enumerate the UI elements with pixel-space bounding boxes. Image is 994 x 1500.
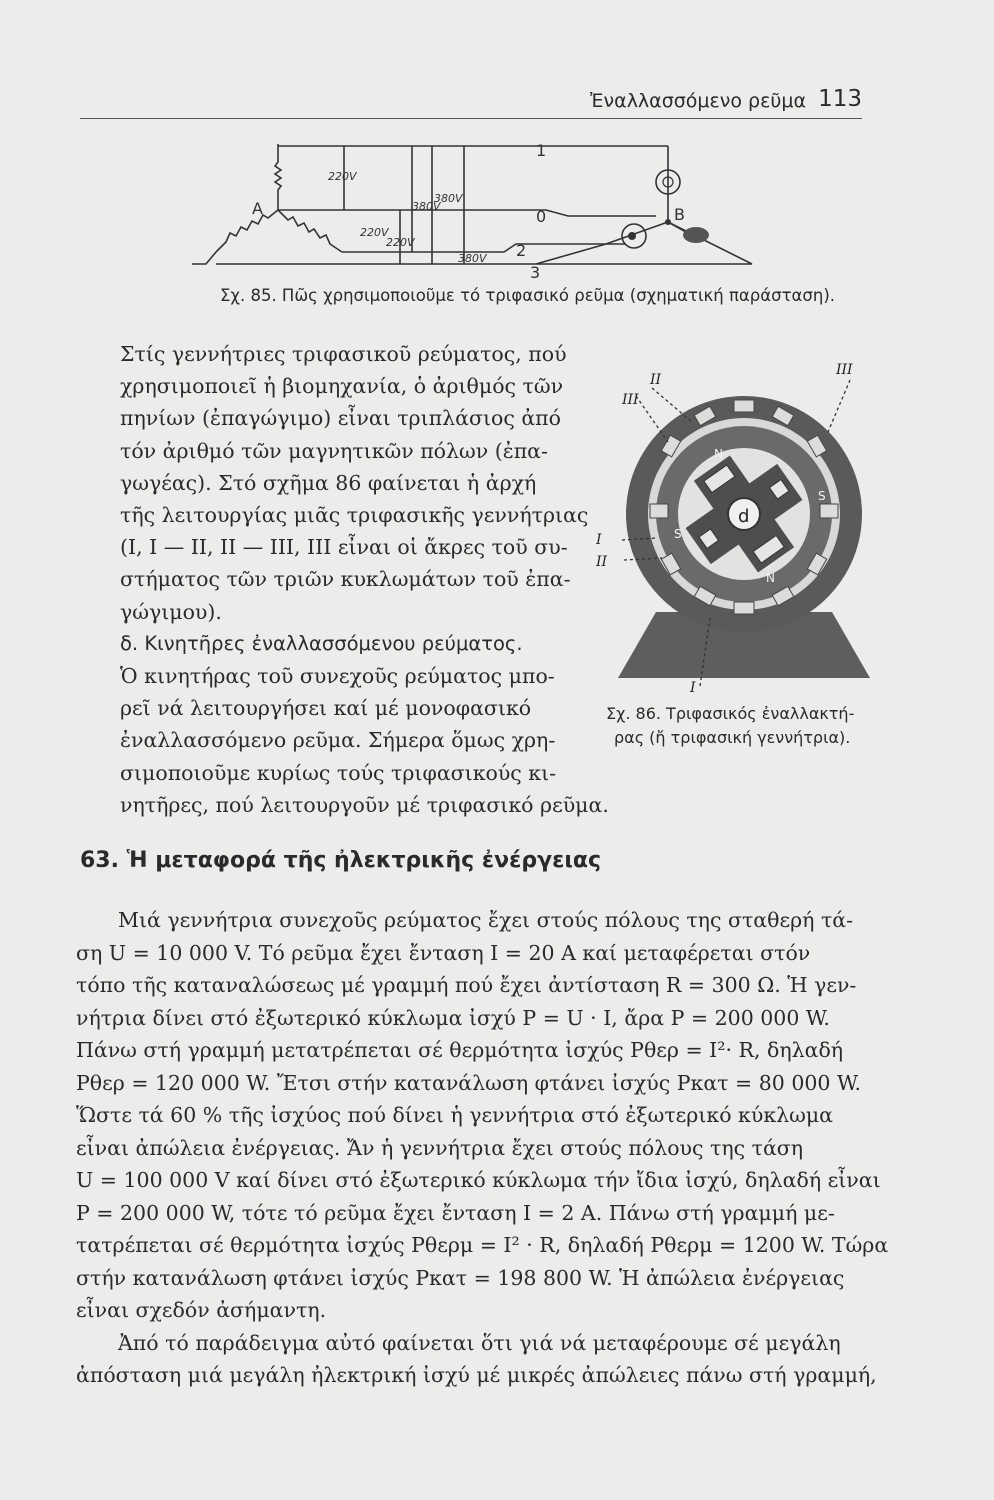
label-i-bottom: I [690, 680, 696, 692]
text-line: (I, I — II, II — III, III εἶναι οἱ ἄκρες τοῦ συ- [120, 535, 568, 560]
figure-86-caption [606, 702, 906, 750]
label-i-left: I [596, 532, 602, 548]
text-line: νήτρια δίνει στό ἐξωτερικό κύκλωμα ἰσχύ P = U · I, ἄρα P = 200 000 W. [76, 1005, 830, 1030]
line-1-label: 1 [536, 141, 547, 160]
text-line: γωγέας). Στό σχῆμα 86 φαίνεται ἡ ἀρχή [120, 470, 537, 495]
text-line: τόπο τῆς καταναλώσεως μέ γραμμή πού ἔχει ἀντίσταση R = 300 Ω. Ἡ γεν- [76, 973, 857, 997]
page-number: 113 [818, 86, 862, 112]
figure-86-caption-line: ρας (ἤ τριφασική γεννήτρια). [614, 728, 851, 747]
text-line: νητῆρες, πού λειτουργοῦν μέ τριφασικό ρεῦμα. [120, 792, 609, 817]
text-line: στήματος τῶν τριῶν κυκλωμάτων τοῦ ἐπα- [120, 567, 571, 592]
node-a-label: A [252, 199, 263, 218]
text-line: Ὥστε τά 60 % τῆς ἰσχύος πού δίνει ἡ γεννήτρια στό ἐξωτερικό κύκλωμα [76, 1103, 834, 1127]
text-line: πηνίων (ἐπαγώγιμο) εἶναι τριπλάσιος ἀπό [120, 406, 561, 431]
label-380v-a: 380V [412, 200, 441, 213]
text-line: εἶναι ἀπώλεια ἐνέργειας. Ἄν ἡ γεννήτρια ἔχει στούς πόλους της τάση [76, 1135, 804, 1160]
text-line: τατρέπεται σέ θερμότητα ἰσχύς Pθερμ = I² · R, δηλαδή Pθερμ = 1200 W. Τώρα [76, 1233, 889, 1257]
text-line: Pθερ = 120 000 W. Ἔτσι στήν κατανάλωση φτάνει ἰσχύς Pκατ = 80 000 W. [76, 1070, 861, 1095]
line-0-label: 0 [536, 207, 547, 226]
header-title: Ἐναλλασσόμενο ρεῦμα [590, 90, 806, 112]
label-380v-c: 380V [458, 252, 487, 265]
figure-85-caption: Σχ. 85. Πῶς χρησιμοποιοῦμε τό τριφασικό ρεῦμα (σχηματική παράσταση). [220, 286, 836, 305]
figure-85-circuit-diagram [186, 140, 764, 282]
text-line: Ὁ κινητήρας τοῦ συνεχοῦς ρεύματος μπο- [120, 664, 555, 689]
text-line: εἶναι σχεδόν ἀσήμαντη. [76, 1298, 327, 1322]
section-heading: 63. Ἡ μεταφορά τῆς ἠλεκτρικῆς ἐνέργειας [80, 848, 602, 873]
label-ii-top: II [650, 372, 662, 388]
label-220v-a: 220V [328, 170, 357, 183]
text-line: U = 100 000 V καί δίνει στό ἐξωτερικό κύκλωμα τήν ἴδια ἰσχύ, δηλαδή εἶναι [76, 1168, 881, 1192]
label-ii-left: II [596, 554, 608, 570]
figure-86-alternator-diagram [596, 362, 892, 692]
text-line: Ἀπό τό παράδειγμα αὐτό φαίνεται ὅτι γιά νά μεταφέρουμε σέ μεγάλη [118, 1330, 841, 1355]
label-220v-c: 220V [386, 236, 415, 249]
text-line: Μιά γεννήτρια συνεχοῦς ρεύματος ἔχει στούς πόλους της σταθερή τά- [118, 908, 854, 932]
label-380v-b: 380V [434, 192, 463, 205]
line-3-label: 3 [530, 263, 541, 282]
label-iii-left: III [622, 392, 639, 408]
section-body [76, 904, 889, 1392]
left-column-text [120, 338, 609, 821]
figure-86-caption-line: Σχ. 86. Τριφασικός ἐναλλακτή- [606, 704, 855, 723]
pole-n-bottom: N [766, 571, 775, 585]
text-line: χρησιμοποιεῖ ἡ βιομηχανία, ὁ ἀριθμός τῶν [120, 374, 564, 399]
text-line: P = 200 000 W, τότε τό ρεῦμα ἔχει ἔνταση I = 2 A. Πάνω στή γραμμή με- [76, 1200, 835, 1225]
node-b-label: B [674, 205, 685, 224]
pole-s-right: S [818, 489, 826, 503]
text-line: γώγιμου). [120, 599, 222, 624]
text-line: ρεῖ νά λειτουργήσει καί μέ μονοφασικό [120, 696, 532, 721]
text-line: τῆς λειτουργίας μιᾶς τριφασικῆς γεννήτριας [120, 503, 589, 528]
text-line: Πάνω στή γραμμή μετατρέπεται σέ θερμότητα ἰσχύς Pθερ = I²· R, δηλαδή [76, 1038, 844, 1062]
line-2-label: 2 [516, 241, 527, 260]
text-line: ἀπόσταση μιά μεγάλη ἠλεκτρική ἰσχύ μέ μικρές ἀπώλειες πάνω στή γραμμή, [76, 1363, 877, 1387]
text-line: στήν κατανάλωση φτάνει ἰσχύς Pκατ = 198 800 W. Ἡ ἀπώλεια ἐνέργειας [76, 1265, 845, 1290]
pole-n-top: N [714, 447, 723, 461]
label-iii-top: III [836, 362, 853, 378]
text-line: τόν ἀριθμό τῶν μαγνητικῶν πόλων (ἐπα- [120, 438, 548, 463]
text-line: Στίς γεννήτριες τριφασικοῦ ρεύματος, πού [120, 342, 567, 366]
running-header [80, 84, 862, 119]
text-line: σιμοποιοῦμε κυρίως τούς τριφασικούς κι- [120, 760, 557, 785]
text-line: ἐναλλασσόμενο ρεῦμα. Σήμερα ὅμως χρη- [120, 728, 556, 753]
pole-s-left: S [674, 527, 682, 541]
svg-text:d: d [738, 506, 750, 527]
text-line: ση U = 10 000 V. Τό ρεῦμα ἔχει ἔνταση I = 20 A καί μεταφέρεται στόν [76, 940, 811, 965]
label-220v-b: 220V [360, 226, 389, 239]
subheading: δ. Κινητῆρες ἐναλλασσόμενου ρεύματος. [120, 631, 523, 655]
